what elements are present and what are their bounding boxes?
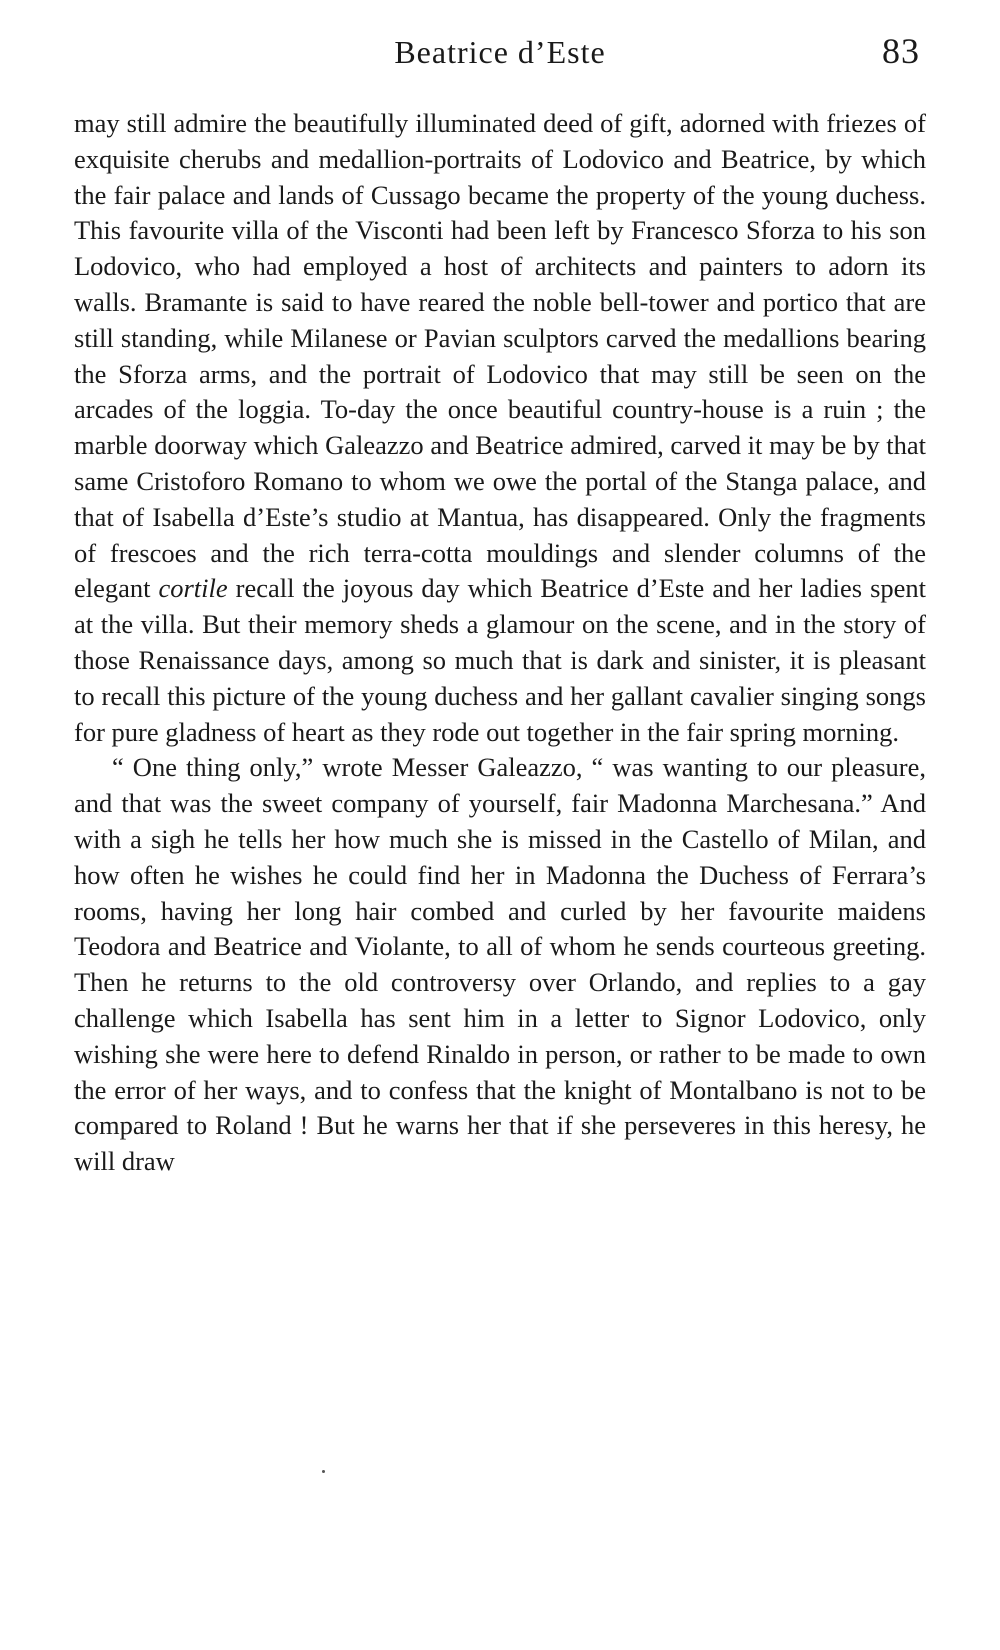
paragraph-continuation — [74, 106, 926, 750]
italic-term: cortile — [158, 573, 228, 604]
paragraph-text: may still admire the beautifully illuminated deed of gift, adorned with friezes of exquisite cherubs and medallion-portraits of Lodovico and Beatrice, by which the fair palace and lands of Cussago became the property of the young duchess. This favourite villa of the Visconti had been left by Francesco Sforza to his son Lodovico, who had employed a host of architects and painters to adorn its walls. Bramante is said to have reared the noble bell-tower and portico that are still standing, while Milanese or Pavian sculptors carved the medallions bearing the Sforza arms, and the portrait of Lodovico that may still be seen on the arcades of the loggia. To-day the once beautiful country-house is a ruin ; the marble doorway which Galeazzo and Beatrice admired, carved it may be by that same Cristoforo Romano to whom we owe the portal of the Stanga palace, and that of Isabella d’Este’s studio at Mantua, has disappeared. Only the fragments of frescoes and the rich terra-cotta mouldings and slender columns of the elegant — [74, 108, 926, 604]
running-title: Beatrice d’Este — [394, 34, 606, 70]
page-number: 83 — [882, 31, 920, 71]
body-text — [74, 106, 926, 1180]
print-speck — [322, 1470, 325, 1473]
paragraph-quotation: “ One thing only,” wrote Messer Galeazzo, “ was wanting to our pleasure, and that was the sweet company of yourself, fair Madonna Marchesana.” And with a sigh he tells her how much she is missed in the Castello of Milan, and how often he wishes he could find her in Madonna the Duchess of Ferrara’s rooms, having her long hair combed and curled by her favourite maidens Teodora and Beatrice and Violante, to all of whom he sends courteous greeting. Then he returns to the old controversy over Orlando, and replies to a gay challenge which Isabella has sent him in a letter to Signor Lodovico, only wishing she were here to defend Rinaldo in person, or rather to be made to own the error of her ways, and to confess that the knight of Montalbano is not to be compared to Roland ! But he warns her that if she perseveres in this heresy, he will draw — [74, 752, 926, 1177]
paragraph-text: recall the joyous day which Beatrice d’Este and her ladies spent at the villa. But their memory sheds a glamour on the scene, and in the story of those Renaissance days, among so much that is dark and sinister, it is pleasant to recall this picture of the young duchess and her gallant cavalier singing songs for pure gladness of heart as they rode out together in the fair spring morning. — [74, 573, 927, 747]
running-head — [0, 28, 1000, 76]
